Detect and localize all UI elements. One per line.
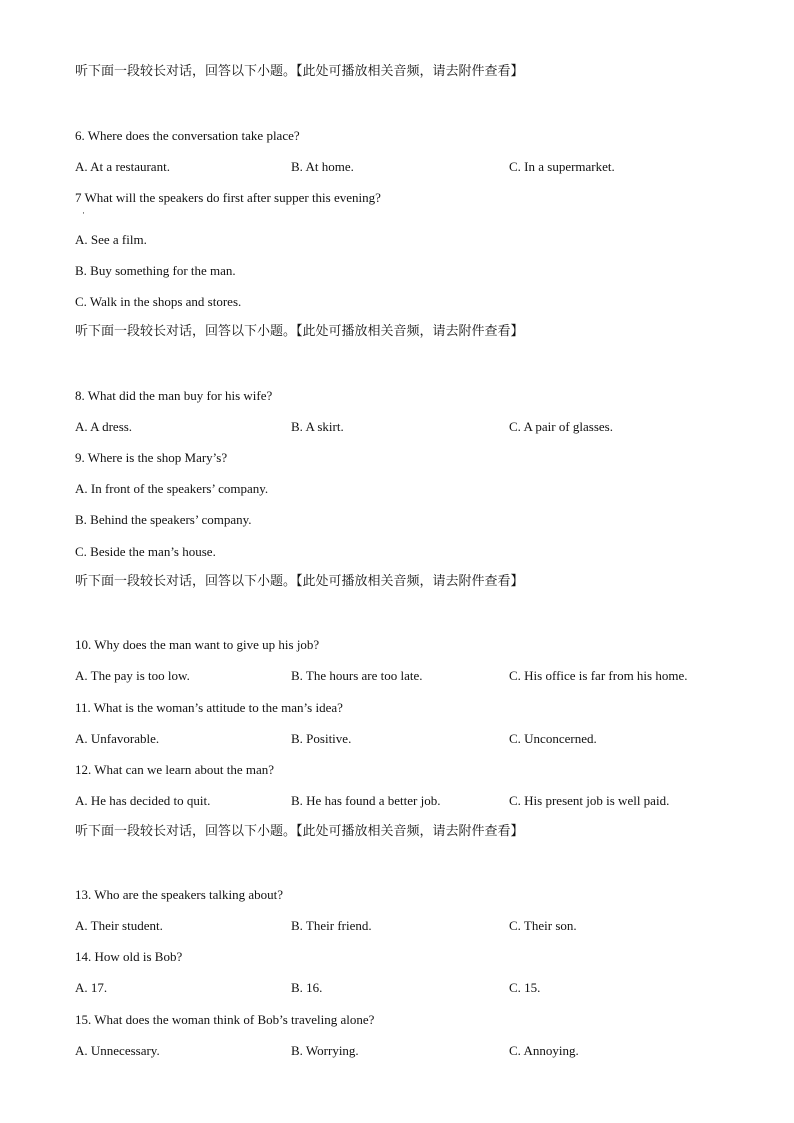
section-instruction: 听下面一段较长对话，回答以下小题。【此处可播放相关音频，请去附件查看】: [75, 574, 524, 589]
option-b: B. 16.: [291, 980, 323, 995]
option-c: C. A pair of glasses.: [509, 419, 613, 434]
option-a: A. He has decided to quit.: [75, 793, 211, 808]
option-b: B. A skirt.: [291, 419, 344, 434]
option-a: A. 17.: [75, 980, 108, 995]
option-a: A. The pay is too low.: [75, 668, 190, 683]
option-b: B. The hours are too late.: [291, 668, 423, 683]
question-7-option-b: B. Buy something for the man.: [75, 263, 236, 278]
option-c: C. Annoying.: [509, 1043, 579, 1058]
option-b: B. He has found a better job.: [291, 793, 441, 808]
option-a: A. A dress.: [75, 419, 133, 434]
stray-dot: ·: [82, 208, 85, 218]
question-9: 9. Where is the shop Mary’s?: [75, 450, 228, 465]
question-14: 14. How old is Bob?: [75, 949, 183, 964]
question-13: 13. Who are the speakers talking about?: [75, 887, 284, 902]
question-9-option-a: A. In front of the speakers’ company.: [75, 481, 269, 496]
option-b: B. Their friend.: [291, 918, 372, 933]
option-b: B. At home.: [291, 159, 354, 174]
question-11: 11. What is the woman’s attitude to the man’s idea?: [75, 700, 343, 715]
option-c: C. His present job is well paid.: [509, 793, 670, 808]
section-instruction: 听下面一段较长对话，回答以下小题。【此处可播放相关音频，请去附件查看】: [75, 324, 524, 339]
question-15: 15. What does the woman think of Bob’s traveling alone?: [75, 1012, 375, 1027]
question-7-option-a: A. See a film.: [75, 232, 147, 247]
question-10: 10. Why does the man want to give up his job?: [75, 637, 320, 652]
section-instruction: 听下面一段较长对话，回答以下小题。【此处可播放相关音频，请去附件查看】: [75, 64, 524, 79]
option-a: A. Unnecessary.: [75, 1043, 160, 1058]
question-6: 6. Where does the conversation take place?: [75, 128, 300, 143]
question-8: 8. What did the man buy for his wife?: [75, 388, 273, 403]
question-7-option-c: C. Walk in the shops and stores.: [75, 294, 242, 309]
option-c: C. 15.: [509, 980, 541, 995]
option-c: C. In a supermarket.: [509, 159, 615, 174]
option-b: B. Positive.: [291, 731, 352, 746]
option-b: B. Worrying.: [291, 1043, 359, 1058]
question-7: 7 What will the speakers do first after supper this evening?: [75, 190, 381, 205]
option-a: A. Unfavorable.: [75, 731, 160, 746]
option-c: C. Their son.: [509, 918, 577, 933]
section-instruction: 听下面一段较长对话，回答以下小题。【此处可播放相关音频，请去附件查看】: [75, 824, 524, 839]
question-9-option-c: C. Beside the man’s house.: [75, 544, 216, 559]
option-a: A. Their student.: [75, 918, 163, 933]
option-c: C. Unconcerned.: [509, 731, 597, 746]
option-a: A. At a restaurant.: [75, 159, 170, 174]
option-c: C. His office is far from his home.: [509, 668, 688, 683]
question-9-option-b: B. Behind the speakers’ company.: [75, 512, 252, 527]
question-12: 12. What can we learn about the man?: [75, 762, 275, 777]
